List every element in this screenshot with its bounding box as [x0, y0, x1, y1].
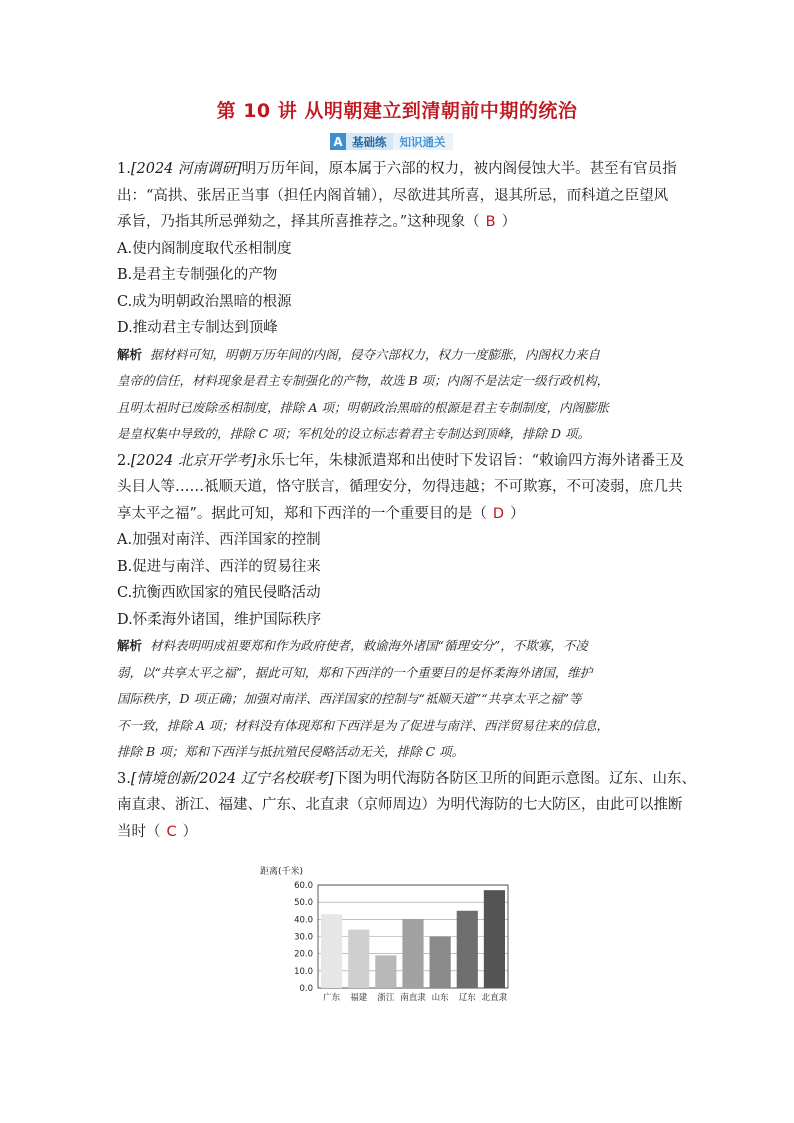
- analysis-line: 解析 材料表明明成祖要郑和作为政府使者，敕谕海外诸国“循理安分”，不欺寡，不凌: [117, 638, 588, 653]
- option-b: B.是君主专制强化的产物: [117, 267, 278, 283]
- analysis-line: 国际秩序，D 项正确；加强对南洋、西洋国家的控制与“祗顺天道”“共享太平之福”等: [117, 691, 582, 706]
- badge-label-basic: 基础练: [346, 133, 393, 150]
- analysis-line: 解析 据材料可知，明朝万历年间的内阁，侵夺六部权力，权力一度膨胀，内阁权力来自: [117, 346, 601, 362]
- question-number: 2.: [117, 452, 131, 469]
- analysis-line: 排除 B 项；郑和下西洋与抵抗殖民侵略活动无关，排除 C 项。: [117, 744, 465, 759]
- y-axis-label: 距离(千米): [260, 867, 304, 877]
- y-tick-label: 60.0: [294, 881, 313, 891]
- x-tick-label: 福建: [350, 993, 368, 1003]
- question-text: 下图为明代海防各防区卫所的间距示意图。辽东、山东、: [333, 770, 697, 787]
- question-3: [117, 766, 697, 846]
- x-tick-label: 北直隶: [481, 993, 508, 1003]
- analysis-line: 皇帝的信任，材料现象是君主专制强化的产物，故选 B 项；内阁不是法定一级行政机构，: [117, 373, 610, 388]
- defense-distance-bar-chart: [250, 860, 550, 1010]
- question-stem-line: 当时（ C ）: [117, 823, 198, 840]
- question-stem-line: 出：“高拱、张居正当事（担任内阁首辅），尽欲进其所喜，退其所忌，而科道之臣望风: [117, 187, 669, 204]
- option-d: D.怀柔海外诸国，维护国际秩序: [117, 611, 322, 628]
- question-stem-line: 南直隶、浙江、福建、广东、北直隶（京师周边）为明代海防的七大防区，由此可以推断: [117, 797, 683, 813]
- x-tick-label: 浙江: [377, 993, 395, 1003]
- question-text: 明万历年间，原本属于六部的权力，被内阁侵蚀大半。甚至有官员指: [241, 161, 677, 177]
- badge-letter: A: [330, 133, 346, 150]
- answer-letter: C: [166, 823, 177, 840]
- bar: [457, 911, 478, 988]
- question-number: 3.: [117, 770, 131, 787]
- question-stem-line: 头目人等……祗顺天道，恪守朕言，循理安分，勿得违越；不可欺寡，不可凌弱，庶几共: [117, 479, 683, 495]
- x-tick-label: 辽东: [458, 993, 476, 1003]
- question-stem-line: [117, 448, 685, 475]
- option-d: D.推动君主专制达到顶峰: [117, 320, 278, 336]
- question-stem-line: [117, 156, 677, 183]
- analysis-line: 是皇权集中导致的，排除 C 项；军机处的设立标志着君主专制达到顶峰，排除 D 项。: [117, 426, 590, 441]
- analysis-label: 解析: [117, 346, 143, 362]
- option-c: C.成为明朝政治黑暗的根源: [117, 293, 292, 310]
- answer-letter: D: [492, 505, 505, 522]
- x-tick-label: 广东: [323, 993, 341, 1003]
- question-source: [2024 北京开学考]: [130, 452, 257, 469]
- question-2: [117, 448, 685, 766]
- analysis-line: 不一致，排除 A 项；材料没有体现郑和下西洋是为了促进与南洋、西洋贸易往来的信息，: [117, 717, 609, 733]
- question-stem-line: 享太平之福”。据此可知，郑和下西洋的一个重要目的是（ D ）: [117, 505, 525, 522]
- analysis-line: 弱，以“共享太平之福”，据此可知，郑和下西洋的一个重要目的是怀柔海外诸国，维护: [117, 664, 593, 680]
- x-tick-label: 山东: [431, 993, 449, 1003]
- question-stem-line: [117, 766, 697, 793]
- question-number: 1.: [117, 161, 131, 177]
- bar: [348, 930, 369, 988]
- bar: [430, 937, 451, 989]
- question-source: [2024 河南调研]: [130, 161, 242, 177]
- bar: [321, 914, 342, 988]
- question-1: [117, 156, 677, 448]
- question-list: [117, 156, 697, 845]
- y-tick-label: 20.0: [294, 949, 313, 960]
- option-c: C.抗衡西欧国家的殖民侵略活动: [117, 585, 321, 601]
- analysis-line: 且明太祖时已废除丞相制度，排除 A 项；明朝政治黑暗的根源是君主专制制度，内阁膨胀: [117, 399, 609, 415]
- y-tick-label: 40.0: [294, 915, 313, 926]
- bar: [375, 955, 396, 988]
- question-text: 永乐七年，朱棣派遣郑和出使时下发诏旨：“敕谕四方海外诸番王及: [256, 452, 685, 469]
- bar: [402, 919, 423, 988]
- section-badge: [330, 133, 453, 150]
- page-title: 第 10 讲 从明朝建立到清朝前中期的统治: [216, 100, 578, 122]
- y-tick-label: 0.0: [299, 984, 313, 994]
- y-tick-label: 50.0: [294, 898, 313, 909]
- question-source: [情境创新/2024 辽宁名校联考]: [130, 770, 334, 787]
- badge-label-knowledge: 知识通关: [393, 133, 453, 150]
- bar: [484, 890, 505, 988]
- question-stem-line: 承旨，乃指其所忌弹劾之，择其所喜推荐之。”这种现象（ B ）: [117, 214, 517, 230]
- option-a: A.使内阁制度取代丞相制度: [117, 240, 292, 257]
- x-tick-label: 南直隶: [400, 993, 426, 1003]
- option-b: B.促进与南洋、西洋的贸易往来: [117, 558, 321, 575]
- y-tick-label: 30.0: [294, 932, 313, 943]
- analysis-label: 解析: [117, 638, 143, 653]
- y-tick-label: 10.0: [294, 966, 313, 977]
- option-a: A.加强对南洋、西洋国家的控制: [117, 532, 321, 548]
- answer-letter: B: [485, 214, 496, 230]
